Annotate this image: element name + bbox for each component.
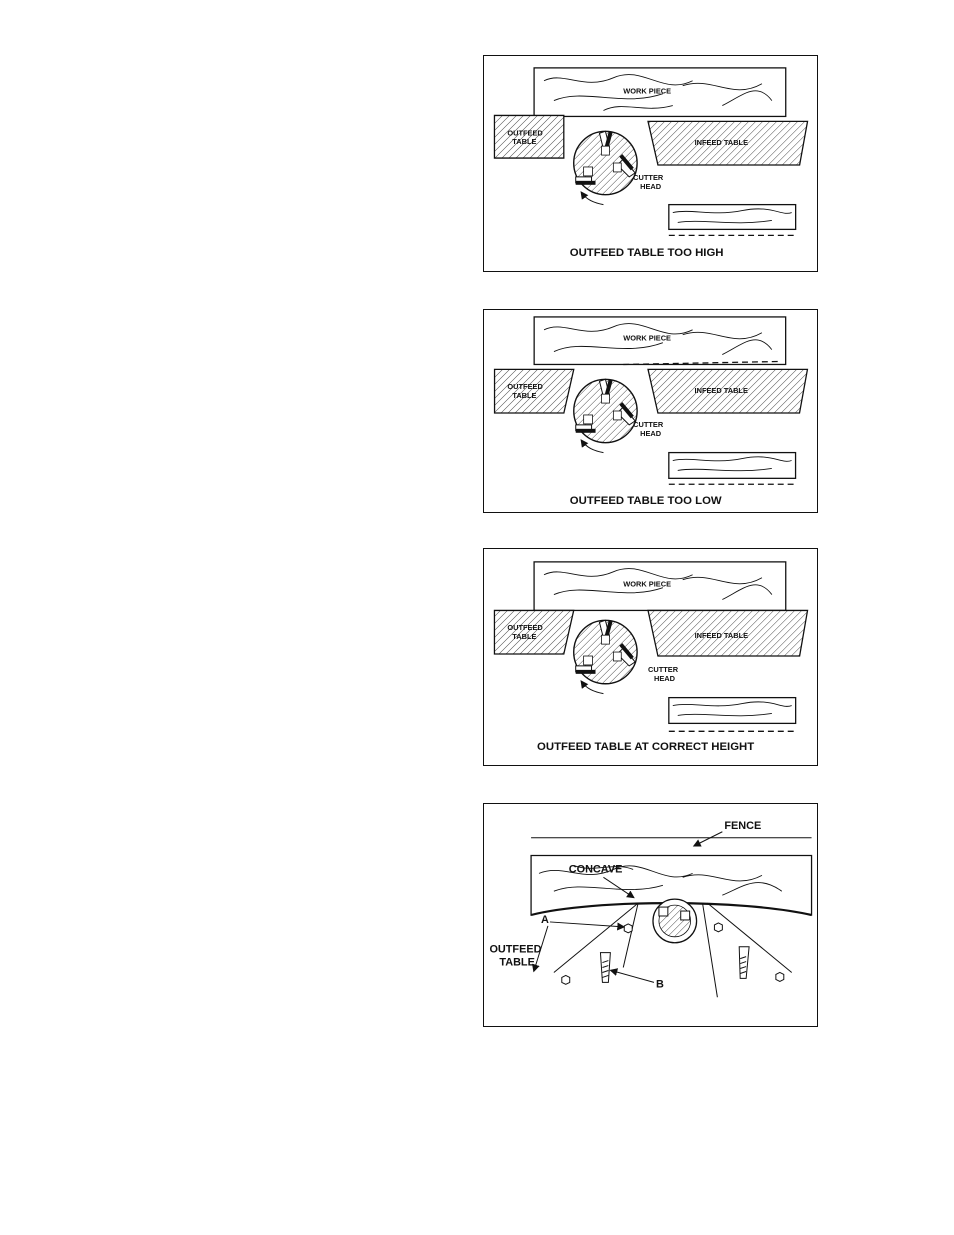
result-board [669, 205, 796, 230]
nut-right-lower [776, 972, 784, 981]
result-board [669, 453, 796, 479]
fence-arrow [695, 832, 723, 846]
cutter-head [574, 379, 637, 443]
diagram-outfeed-too-low [484, 310, 817, 512]
caption-too-low: OUTFEED TABLE TOO LOW [569, 495, 722, 508]
work-piece-label: WORK PIECE [623, 333, 672, 343]
diagram-outfeed-too-high [484, 56, 817, 271]
outfeed-label-2: TABLE [512, 632, 537, 642]
fence-label: FENCE [724, 819, 762, 832]
label-b: B [655, 978, 664, 991]
result-board [669, 698, 796, 724]
infeed-label: INFEED TABLE [694, 386, 748, 396]
outfeed-table-edge [554, 903, 638, 972]
figure-outfeed-too-high [483, 55, 818, 272]
arrow-b [611, 971, 654, 983]
diagram-fence-concave [484, 804, 817, 1026]
cutter-head [574, 620, 637, 684]
cutter-label-2: HEAD [640, 428, 662, 438]
bolt-b [600, 953, 610, 983]
diagram-outfeed-correct [484, 549, 817, 765]
caption-too-high: OUTFEED TABLE TOO HIGH [569, 247, 724, 260]
cutter-label-1: CUTTER [633, 172, 664, 182]
work-piece-label: WORK PIECE [623, 579, 672, 589]
infeed-label: INFEED TABLE [694, 631, 749, 641]
nut-a-upper [624, 924, 632, 933]
figure-outfeed-correct [483, 548, 818, 766]
outfeed-label-2: TABLE [499, 956, 535, 969]
nut-right-upper [714, 923, 722, 932]
cutter-head [574, 131, 637, 195]
outfeed-label-1: OUTFEED [489, 943, 542, 956]
figure-fence-concave [483, 803, 818, 1027]
caption-correct: OUTFEED TABLE AT CORRECT HEIGHT [537, 741, 755, 754]
outfeed-label-1: OUTFEED [507, 623, 543, 633]
cutter-label-1: CUTTER [648, 664, 679, 674]
cutter-label-1: CUTTER [633, 419, 664, 429]
outfeed-label-1: OUTFEED [507, 382, 543, 392]
work-piece-label: WORK PIECE [623, 86, 672, 96]
outfeed-label-1: OUTFEED [507, 128, 543, 138]
cutter-label-2: HEAD [653, 673, 675, 683]
figure-outfeed-too-low [483, 309, 818, 513]
infeed-table-edge [703, 903, 718, 997]
outfeed-label-2: TABLE [512, 137, 537, 147]
label-a: A [540, 913, 549, 926]
concave-label: CONCAVE [568, 863, 623, 876]
infeed-label: INFEED TABLE [694, 138, 749, 148]
outfeed-label-2: TABLE [512, 391, 537, 401]
nut-a-lower [562, 975, 570, 984]
cutter-label-2: HEAD [640, 181, 662, 191]
